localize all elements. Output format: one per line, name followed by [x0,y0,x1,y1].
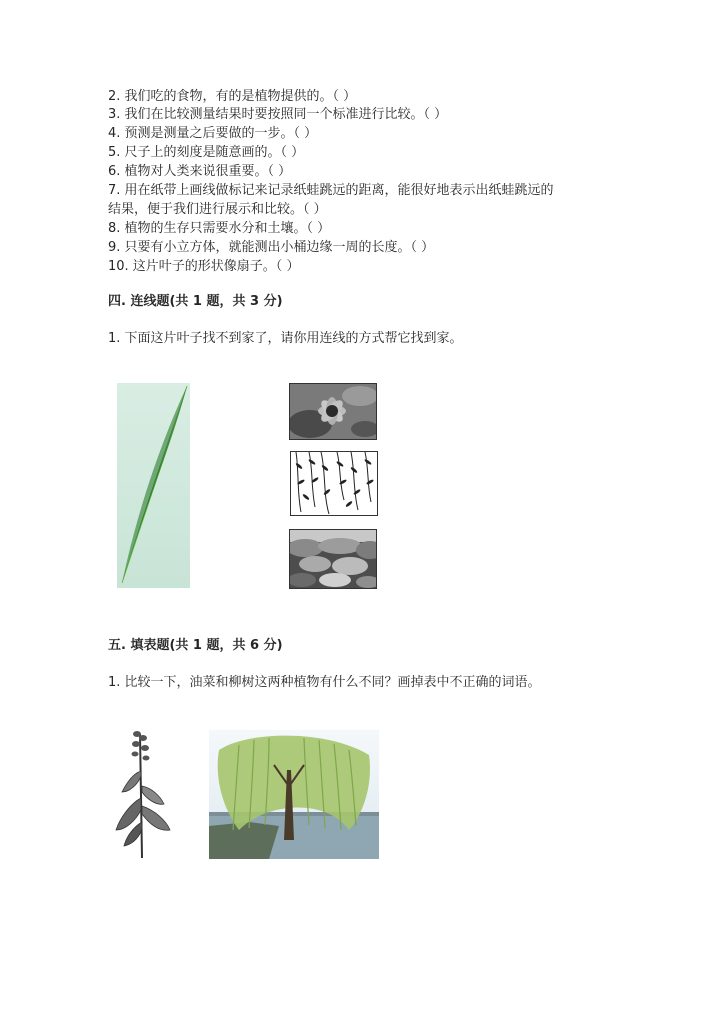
willow-branches-image[interactable] [290,451,378,516]
judgment-item-6: 6. 植物对人类来说很重要。（ ） [108,164,292,179]
judgment-item-9: 9. 只要有小立方体，就能测出小桶边缘一周的长度。（ ） [108,240,435,255]
judgment-item-8: 8. 植物的生存只需要水分和土壤。（ ） [108,221,331,236]
leaf-image[interactable] [117,383,190,588]
section5-question: 1. 比较一下，油菜和柳树这两种植物有什么不同？画掉表中不正确的词语。 [108,675,541,690]
section5-heading: 五. 填表题(共 1 题，共 6 分) [108,638,283,653]
willow-tree-photo[interactable] [209,730,379,859]
judgment-item-7-cont: 结果，便于我们进行展示和比较。（ ） [108,202,327,217]
judgment-item-3: 3. 我们在比较测量结果时要按照同一个标准进行比较。（ ） [108,107,448,122]
section4-question: 1. 下面这片叶子找不到家了，请你用连线的方式帮它找到家。 [108,331,463,346]
judgment-item-5: 5. 尺子上的刻度是随意画的。（ ） [108,145,305,160]
judgment-item-10: 10. 这片叶子的形状像扇子。（ ） [108,259,300,274]
flower-photo[interactable] [289,383,377,440]
rapeseed-image[interactable] [112,726,174,861]
section4-heading: 四. 连线题(共 1 题，共 3 分) [108,294,283,309]
judgment-item-7: 7. 用在纸带上画线做标记来记录纸蛙跳远的距离，能很好地表示出纸蛙跳远的 [108,183,554,198]
shrubs-photo[interactable] [289,529,377,589]
judgment-item-2: 2. 我们吃的食物，有的是植物提供的。（ ） [108,89,357,104]
judgment-item-4: 4. 预测是测量之后要做的一步。（ ） [108,126,318,141]
